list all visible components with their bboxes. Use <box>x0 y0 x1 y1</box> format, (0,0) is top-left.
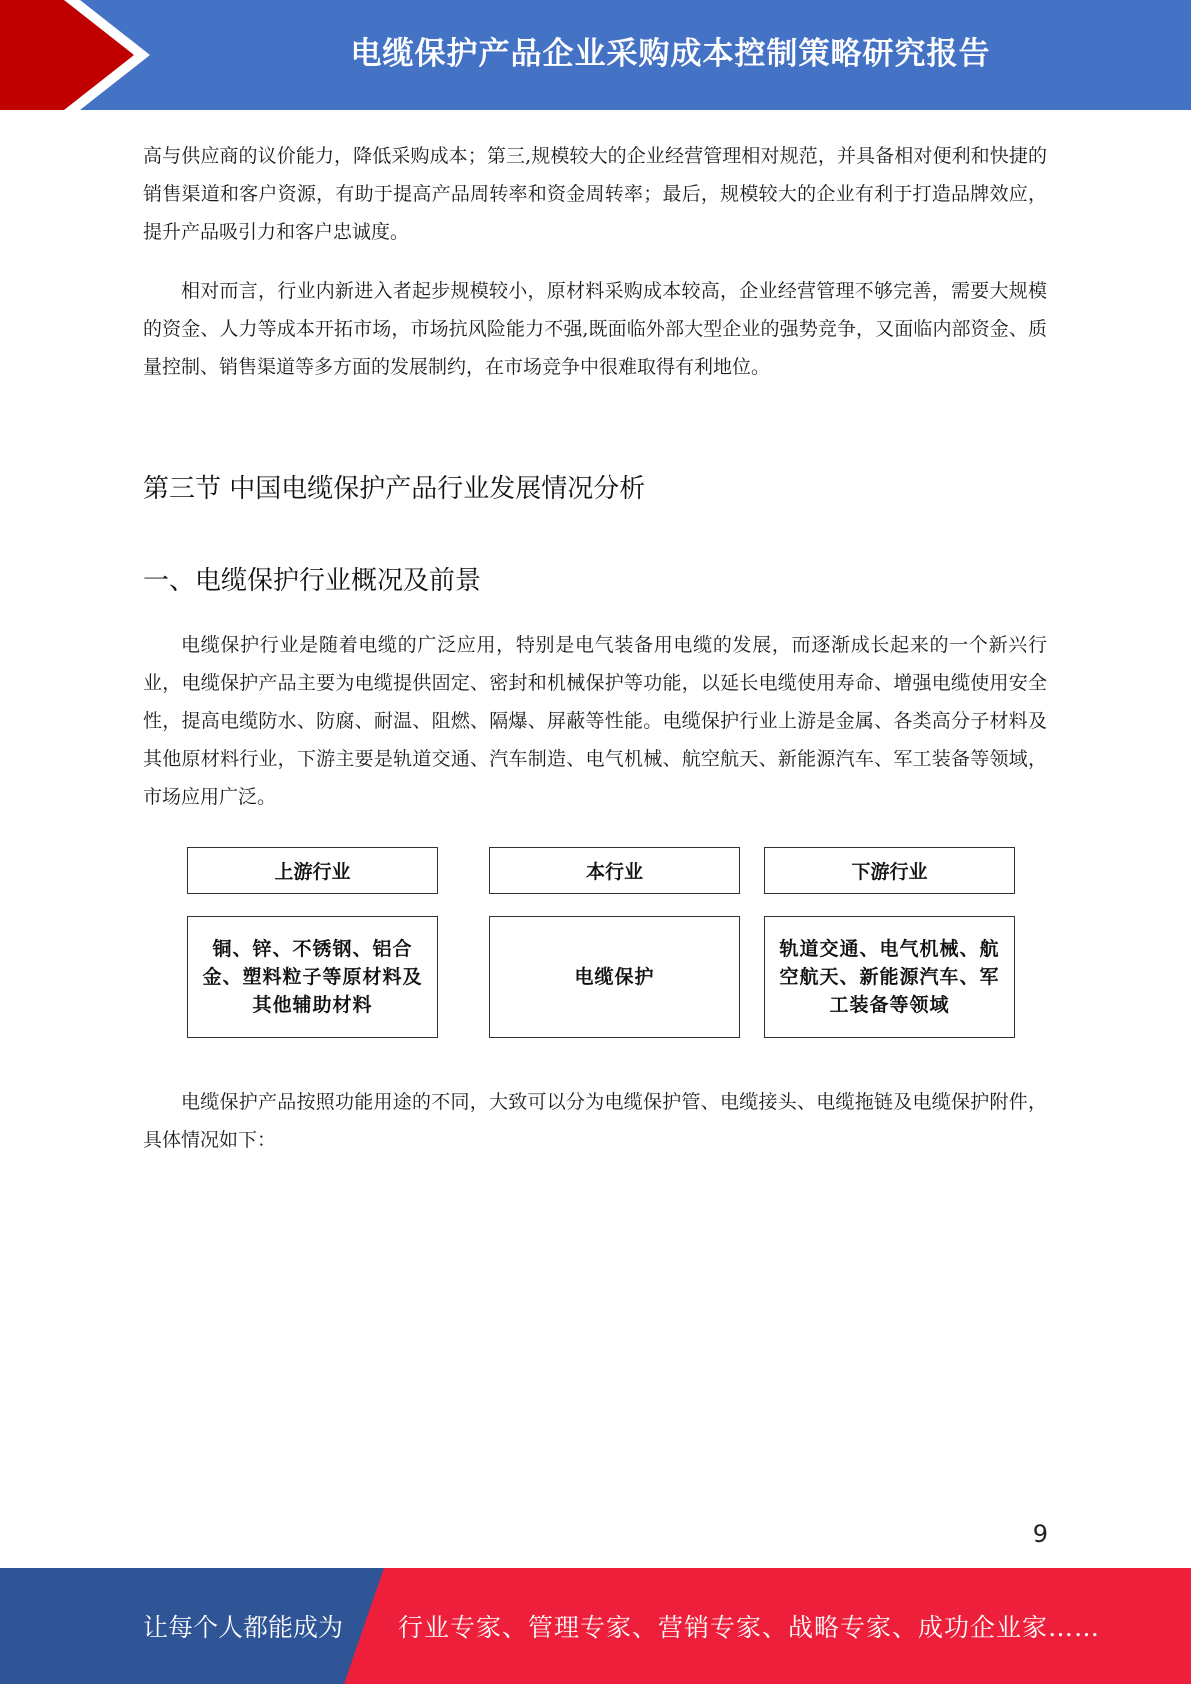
downstream-header-label: 下游行业 <box>851 861 928 883</box>
upstream-header-label: 上游行业 <box>274 861 351 883</box>
footer-slogan-right: 行业专家、管理专家、营销专家、战略专家、成功企业家…… <box>398 1613 1101 1642</box>
industry-body-box <box>489 916 740 1038</box>
downstream-header-box <box>764 847 1015 894</box>
upstream-header-box <box>187 847 438 894</box>
page-number: 9 <box>1032 1520 1048 1548</box>
upstream-materials-text: 铜、锌、不锈钢、铝合金、塑料粒子等原材料及其他辅助材料 <box>202 938 423 1016</box>
subsection-heading: 一、电缆保护行业概况及前景 <box>143 566 482 596</box>
footer-slogan-left: 让每个人都能成为 <box>143 1613 344 1642</box>
header-chevron-decoration <box>0 0 160 110</box>
downstream-body-box <box>764 916 1015 1038</box>
page-footer <box>0 1568 1191 1684</box>
industry-header-label: 本行业 <box>585 861 643 883</box>
upstream-body-box <box>187 916 438 1038</box>
section-heading: 第三节 中国电缆保护产品行业发展情况分析 <box>143 474 646 504</box>
downstream-applications-text: 轨道交通、电气机械、航空航天、新能源汽车、军工装备等领域 <box>779 938 1000 1016</box>
page-header <box>0 0 1191 110</box>
paragraph-scale-advantage: 高与供应商的议价能力，降低采购成本；第三,规模较大的企业经营管理相对规范，并具备相对便利和快捷的销售渠道和客户资源，有助于提高产品周转率和资金周转率；最后，规模较大的企业有利于打造品牌效应，提升产品吸引力和客户忠诚度。 <box>143 145 1047 243</box>
paragraph-industry-overview: 电缆保护行业是随着电缆的广泛应用，特别是电气装备用电缆的发展，而逐渐成长起来的一个新兴行业，电缆保护产品主要为电缆提供固定、密封和机械保护等功能，以延长电缆使用寿命、增强电缆使用安全性，提高电缆防水、防腐、耐温、阻燃、隔爆、屏蔽等性能。电缆保护行业上游是金属、各类高分子材料及其他原材料行业，下游主要是轨道交通、汽车制造、电气机械、航空航天、新能源汽车、军工装备等领域，市场应用广泛。 <box>143 634 1047 808</box>
industry-header-box <box>489 847 740 894</box>
paragraph-new-entrants: 相对而言，行业内新进入者起步规模较小，原材料采购成本较高，企业经营管理不够完善，需要大规模的资金、人力等成本开拓市场，市场抗风险能力不强,既面临外部大型企业的强势竞争，又面临内部资金、质量控制、销售渠道等多方面的发展制约，在市场竞争中很难取得有利地位。 <box>143 280 1047 378</box>
report-title: 电缆保护产品企业采购成本控制策略研究报告 <box>350 35 991 72</box>
industry-body-text: 电缆保护 <box>574 966 655 988</box>
paragraph-product-categories: 电缆保护产品按照功能用途的不同，大致可以分为电缆保护管、电缆接头、电缆拖链及电缆保护附件，具体情况如下： <box>143 1091 1047 1151</box>
